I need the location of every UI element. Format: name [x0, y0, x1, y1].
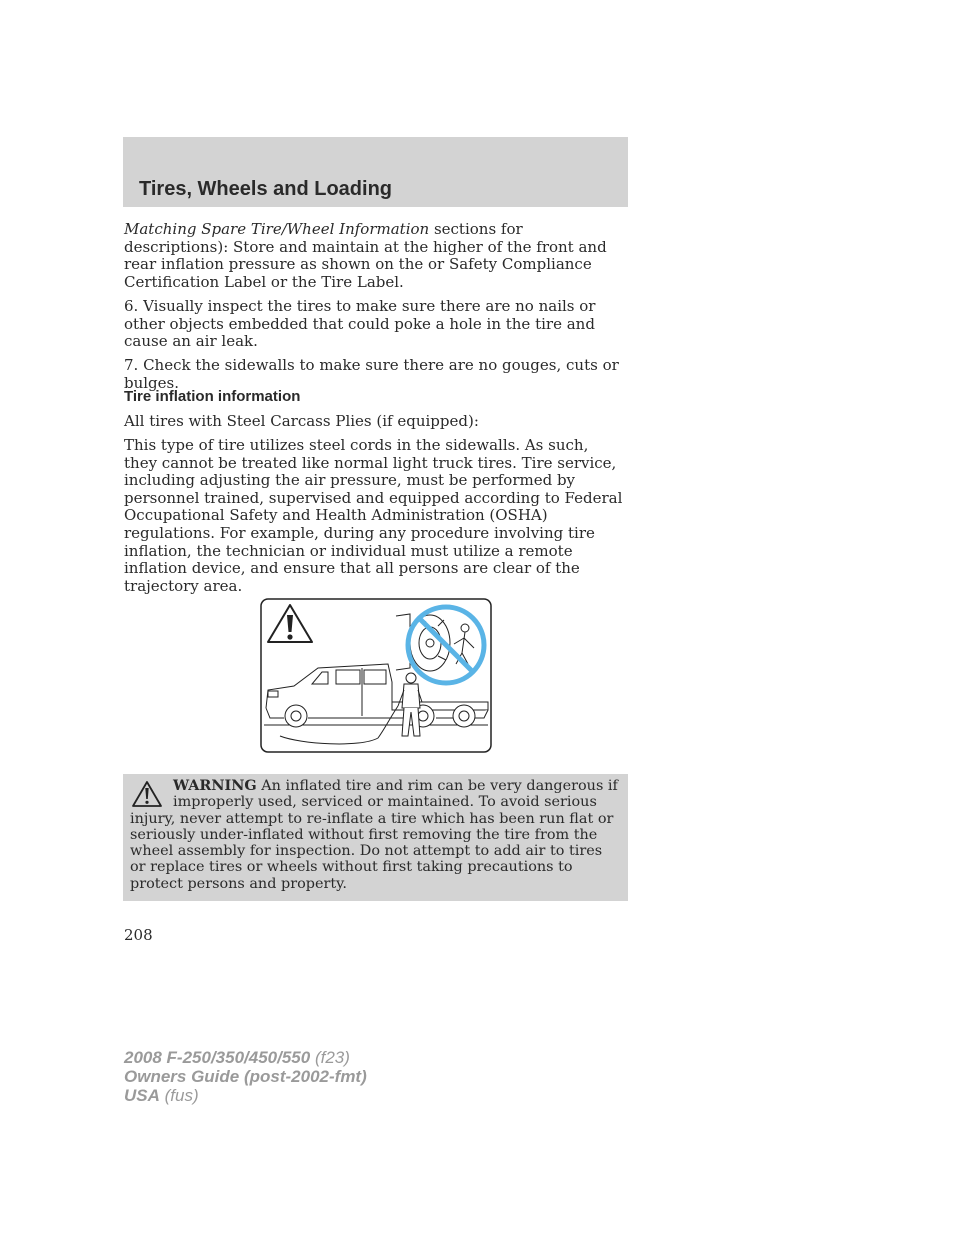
italic-reference: Matching Spare Tire/Wheel Information [124, 220, 430, 238]
intro-paragraph [124, 221, 624, 291]
page-number: 208 [124, 926, 153, 944]
section-header-band [123, 137, 628, 207]
step-6-text: 6. Visually inspect the tires to make sure there are no nails or other objects embedded that could poke a hole in the tire and cause an air leak. [124, 297, 596, 351]
step-7 [124, 357, 624, 392]
document-footer [124, 1048, 367, 1105]
section-heading: Tire inflation information [124, 388, 301, 405]
intro-text: sections for descriptions): Store and maintain at the higher of the front and rear inflation pressure as shown on the or Safety Compliance Certification Label or the Tire Label. [124, 220, 607, 291]
warning-label: WARNING [173, 777, 257, 794]
footer-model-code: (f23) [310, 1048, 350, 1067]
step-6 [124, 298, 624, 351]
page-title: Tires, Wheels and Loading [139, 178, 393, 200]
footer-guide: Owners Guide (post-2002-fmt) [124, 1067, 367, 1086]
section-paragraph-text: This type of tire utilizes steel cords in the sidewalls. As such, they cannot be treated like normal light truck tires. Tire service, including adjusting the air pressure, must be performed by personnel trained, supervised and equipped according to Federal Occupational Safety and Health Administration (OSHA) regulations. For example, during any procedure involving tire inflation, the technician or individual must utilize a remote inflation device, and ensure that all persons are clear of the trajectory area. [124, 436, 623, 595]
tire-inflation-illustration [260, 598, 492, 753]
section-lead-text: All tires with Steel Carcass Plies (if equipped): [124, 412, 479, 430]
step-7-text: 7. Check the sidewalls to make sure there are no gouges, cuts or bulges. [124, 356, 619, 392]
warning-text [130, 778, 620, 892]
footer-market: USA [124, 1086, 160, 1105]
section-lead [124, 413, 624, 431]
warning-box [123, 774, 628, 901]
section-paragraph [124, 437, 624, 595]
warning-body: An inflated tire and rim can be very dangerous if improperly used, serviced or maintained. To avoid serious injury, never attempt to re-inflate a tire which has been run flat or seriously under-inflated without first removing the tire from the wheel assembly for inspection. Do not attempt to add air to tires or replace tires or wheels without first taking precautions to protect persons and property. [130, 778, 618, 892]
footer-model: 2008 F-250/350/450/550 [124, 1048, 311, 1067]
footer-market-code: (fus) [159, 1086, 199, 1105]
